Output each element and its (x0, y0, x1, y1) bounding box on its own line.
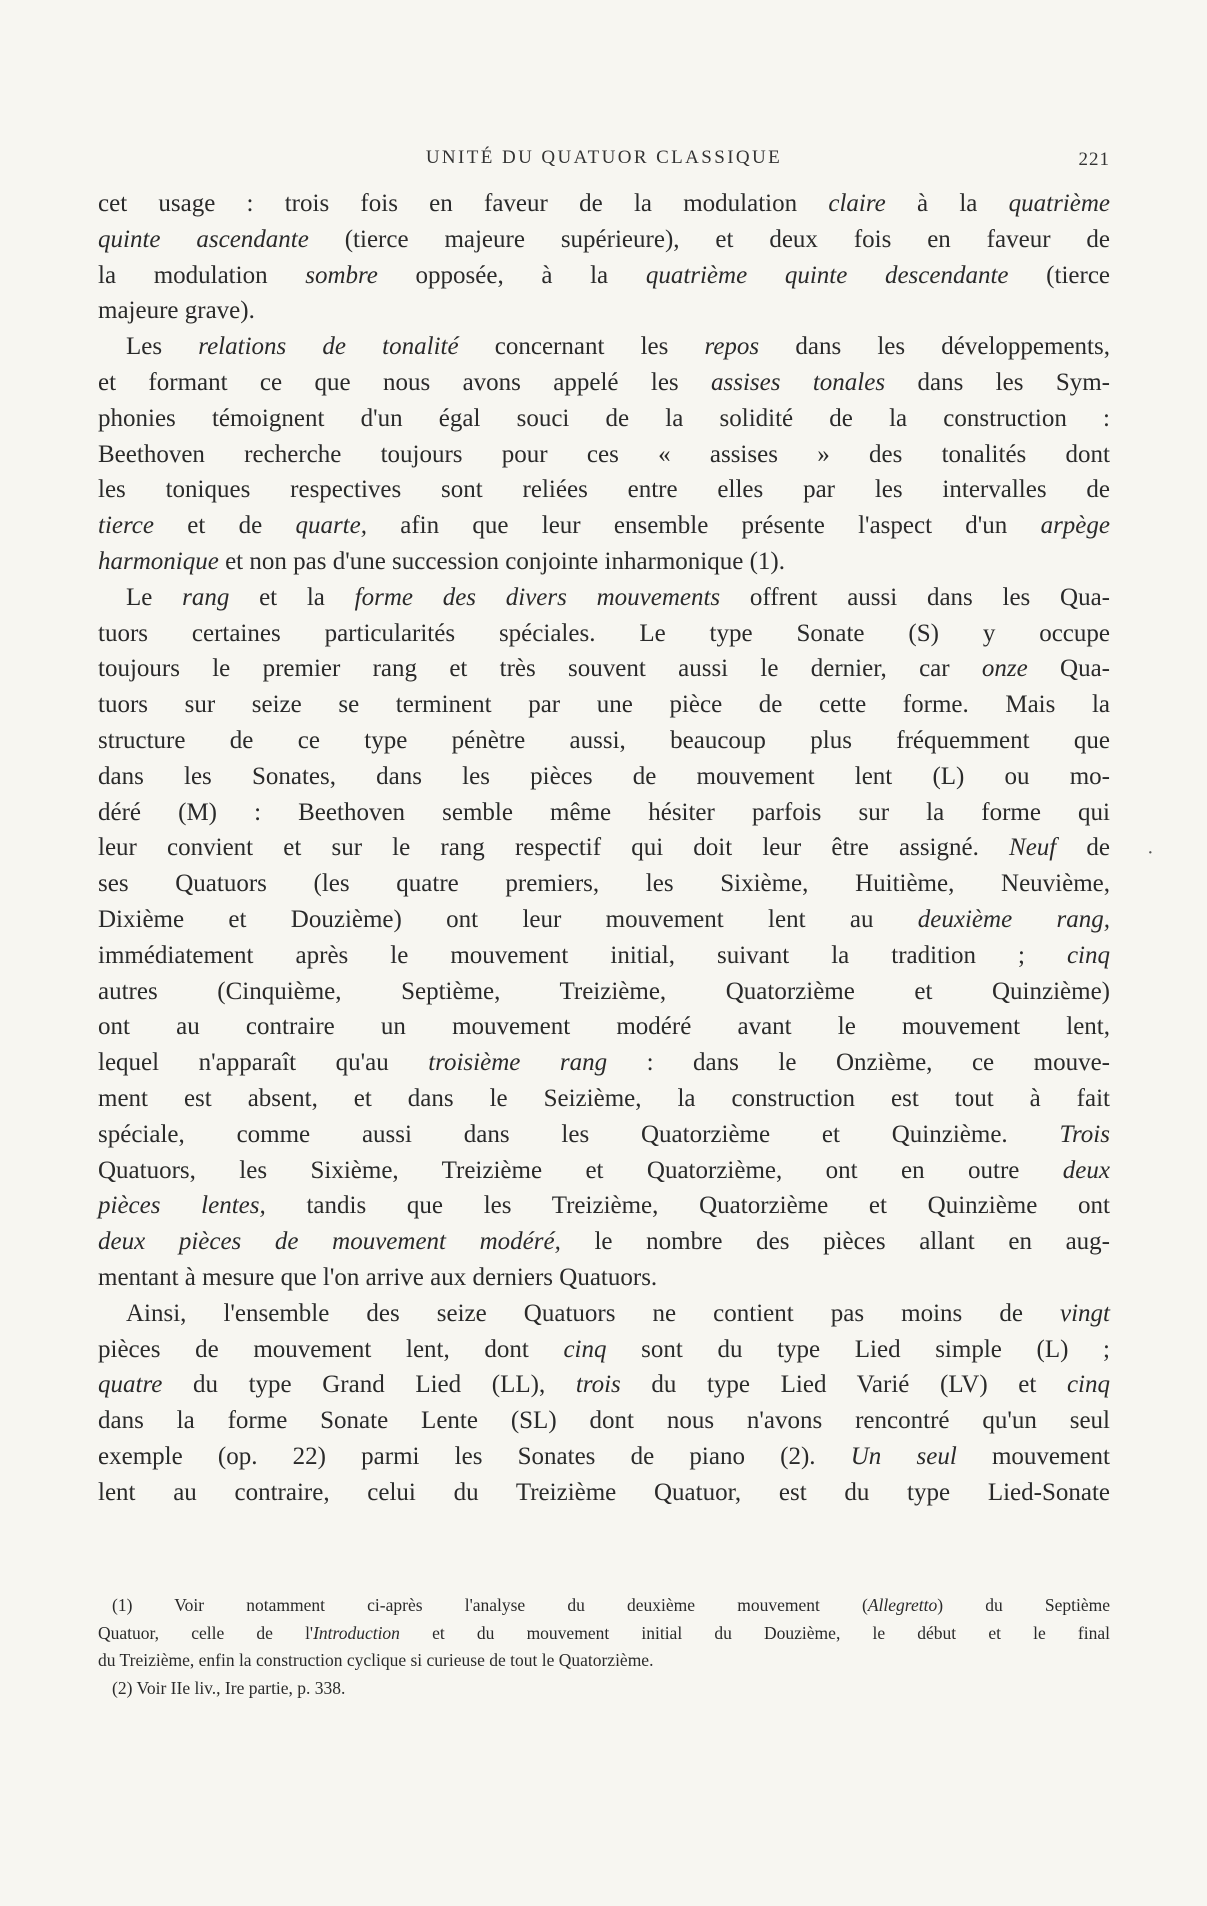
italic-phrase: Introduction (313, 1622, 400, 1643)
italic-phrase: deux pièces de mouvement modéré, (98, 1228, 561, 1256)
text-line (98, 293, 1110, 329)
italic-phrase: quinte ascendante (98, 225, 309, 253)
text-line (98, 1475, 1110, 1511)
text-line (98, 186, 1110, 222)
italic-phrase: onze (981, 655, 1028, 683)
text-run: tuors certaines particularités spéciales. Le type Sonate (S) y occupe (98, 619, 1110, 647)
text-run: tandis que les Treizième, Quatorzième et Quinzième ont (265, 1192, 1111, 1220)
text-run: mouvement (956, 1442, 1111, 1470)
italic-phrase: cinq (1066, 1371, 1110, 1399)
page-number: 221 (1078, 149, 1110, 170)
footnotes (98, 1592, 1110, 1702)
text-line (98, 1224, 1110, 1260)
running-title: UNITÉ DU QUATUOR CLASSIQUE (425, 147, 783, 168)
italic-phrase: Un seul (850, 1442, 957, 1470)
italic-phrase: quarte, (295, 512, 367, 540)
text-run: du type Grand Lied (LL), (162, 1371, 576, 1399)
text-run: à la (885, 190, 1009, 217)
italic-phrase: cinq (1066, 941, 1110, 969)
text-run: concernant les (458, 333, 705, 361)
italic-phrase: pièces lentes, (98, 1192, 266, 1220)
text-run: ont au contraire un mouvement modéré avant le mouvement lent, (98, 1013, 1110, 1041)
text-run: et du mouvement initial du Douzième, le début et le final (399, 1622, 1110, 1643)
italic-phrase: tierce (98, 512, 154, 540)
italic-phrase: arpège (1040, 512, 1110, 540)
text-run: : dans le Onzième, ce mouve- (607, 1049, 1111, 1077)
footnote-line (98, 1647, 1110, 1675)
text-run: lequel n'apparaît qu'au (98, 1049, 429, 1077)
text-line (98, 1045, 1110, 1081)
italic-phrase: quatrième quinte descendante (645, 261, 1009, 289)
text-run: ment est absent, et dans le Seizième, la construction est tout à fait (98, 1084, 1110, 1112)
text-run: offrent aussi dans les Qua- (720, 583, 1110, 611)
text-run: et la (229, 583, 355, 611)
text-run: ses Quatuors (les quatre premiers, les Sixième, Huitième, Neuvième, (98, 870, 1110, 898)
text-line (98, 472, 1110, 508)
text-run: lent au contraire, celui du Treizième Quatuor, est du type Lied-Sonate (98, 1478, 1110, 1506)
text-run: cet usage : trois fois en faveur de la modulation (98, 190, 829, 217)
body-text (98, 186, 1110, 1510)
text-line (98, 866, 1110, 902)
text-run: pièces de mouvement lent, dont (98, 1335, 564, 1363)
text-run: et formant ce que nous avons appelé les (98, 368, 712, 396)
text-run: spéciale, comme aussi dans les Quatorzième et Quinzième. (98, 1120, 1060, 1148)
text-run: phonies témoignent d'un égal souci de la solidité de la construction : (98, 404, 1110, 432)
italic-phrase: quatre (98, 1371, 163, 1399)
text-run: Dixième et Douzième) ont leur mouvement lent au (98, 905, 918, 933)
text-line (98, 1260, 1110, 1296)
text-line (98, 1296, 1110, 1332)
footnote-line (98, 1675, 1110, 1703)
text-run: leur convient et sur le rang respectif qui doit leur être assigné. (98, 834, 1010, 862)
text-line (98, 258, 1110, 294)
text-run: afin que leur ensemble présente l'aspect d'un (366, 512, 1041, 540)
text-line (98, 902, 1110, 938)
footnote-line (98, 1620, 1110, 1648)
text-run: dans les développements, (759, 333, 1110, 361)
text-run: sont du type Lied simple (L) ; (606, 1335, 1110, 1363)
text-run: toujours le premier rang et très souvent aussi le dernier, car (98, 655, 982, 683)
italic-phrase: sombre (305, 261, 378, 289)
text-line (98, 759, 1110, 795)
italic-phrase: claire (828, 190, 886, 217)
text-line (98, 1367, 1110, 1403)
text-run: Quatuors, les Sixième, Treizième et Quatorzième, ont en outre (98, 1156, 1063, 1184)
text-run: de (1056, 834, 1110, 862)
italic-phrase: harmonique (98, 547, 219, 575)
italic-phrase: troisième rang (428, 1049, 608, 1077)
text-run: déré (M) : Beethoven semble même hésiter parfois sur la forme qui (98, 798, 1110, 826)
text-run: le nombre des pièces allant en aug- (560, 1228, 1110, 1256)
text-run: mentant à mesure que l'on arrive aux derniers Quatuors. (98, 1263, 658, 1291)
text-line (98, 974, 1110, 1010)
italic-phrase: relations de tonalité (198, 333, 459, 361)
text-run: tuors sur seize se terminent par une pièce de cette forme. Mais la (98, 691, 1110, 719)
text-line (98, 544, 1110, 580)
text-line (98, 1117, 1110, 1153)
margin-mark: · (1147, 842, 1154, 864)
text-run: dans la forme Sonate Lente (SL) dont nous n'avons rencontré qu'un seul (98, 1407, 1110, 1435)
italic-phrase: Allegretto (867, 1595, 938, 1615)
text-line (98, 365, 1110, 401)
text-line (98, 1081, 1110, 1117)
italic-phrase: assises tonales (711, 368, 886, 396)
text-line (98, 1439, 1110, 1475)
page-header (98, 147, 1110, 171)
text-line (98, 616, 1110, 652)
italic-phrase: forme des divers mouvements (354, 583, 721, 611)
text-line (98, 1153, 1110, 1189)
italic-phrase: repos (704, 333, 760, 361)
text-line (98, 580, 1110, 616)
text-run: dans les Sym- (885, 368, 1110, 396)
text-run: et non pas d'une succession conjointe inharmonique (1). (218, 547, 786, 575)
text-line (98, 222, 1110, 258)
italic-phrase: Trois (1059, 1120, 1110, 1148)
text-run: immédiatement après le mouvement initial, suivant la tradition ; (98, 941, 1067, 969)
italic-phrase: trois (575, 1371, 621, 1399)
text-run: Ainsi, l'ensemble des seize Quatuors ne contient pas moins de (126, 1299, 1060, 1327)
text-line (98, 1403, 1110, 1439)
text-run: opposée, à la (377, 261, 646, 289)
text-line (98, 651, 1110, 687)
text-run: du Treizième, enfin la construction cyclique si curieuse de tout le Quatorzième. (98, 1650, 654, 1670)
text-line (98, 329, 1110, 365)
text-run: dans les Sonates, dans les pièces de mouvement lent (L) ou mo- (98, 762, 1110, 790)
italic-phrase: Neuf (1009, 834, 1057, 862)
text-line (98, 1188, 1110, 1224)
italic-phrase: deux (1062, 1156, 1110, 1184)
text-line (98, 1009, 1110, 1045)
text-line (98, 795, 1110, 831)
text-line (98, 401, 1110, 437)
text-line (98, 723, 1110, 759)
text-run: (1) Voir notamment ci-après l'analyse du deuxième mouvement ( (112, 1595, 868, 1615)
text-run: les toniques respectives sont reliées entre elles par les intervalles de (98, 476, 1110, 504)
text-line (98, 1332, 1110, 1368)
text-run: Les (126, 333, 199, 361)
text-run: du type Lied Varié (LV) et (620, 1371, 1067, 1399)
text-run: structure de ce type pénètre aussi, beaucoup plus fréquemment que (98, 726, 1110, 754)
text-line (98, 830, 1110, 866)
text-run: et de (153, 512, 296, 540)
italic-phrase: quatrième (1008, 190, 1110, 217)
text-run: Qua- (1027, 655, 1110, 683)
text-run: Le (126, 583, 183, 611)
text-line (98, 687, 1110, 723)
text-line (98, 508, 1110, 544)
text-run: Quatuor, celle de l' (98, 1622, 314, 1643)
italic-phrase: rang (182, 583, 230, 611)
italic-phrase: cinq (563, 1335, 607, 1363)
text-run: Beethoven recherche toujours pour ces « assises » des tonalités dont (98, 440, 1110, 468)
italic-phrase: deuxième rang, (917, 905, 1110, 933)
text-run: (tierce (1008, 261, 1111, 289)
text-run: autres (Cinquième, Septième, Treizième, Quatorzième et Quinzième) (98, 977, 1110, 1005)
text-line (98, 938, 1110, 974)
text-run: (tierce majeure supérieure), et deux fois en faveur de (308, 225, 1111, 253)
text-run: la modulation (98, 261, 306, 289)
footnote-line (98, 1592, 1110, 1620)
text-run: (2) Voir IIe liv., Ire partie, p. 338. (112, 1677, 346, 1698)
text-run: majeure grave). (98, 297, 255, 325)
text-run: exemple (op. 22) parmi les Sonates de piano (2). (98, 1442, 851, 1470)
text-run: ) du Septième (937, 1595, 1110, 1615)
text-line (98, 437, 1110, 473)
italic-phrase: vingt (1060, 1299, 1110, 1327)
